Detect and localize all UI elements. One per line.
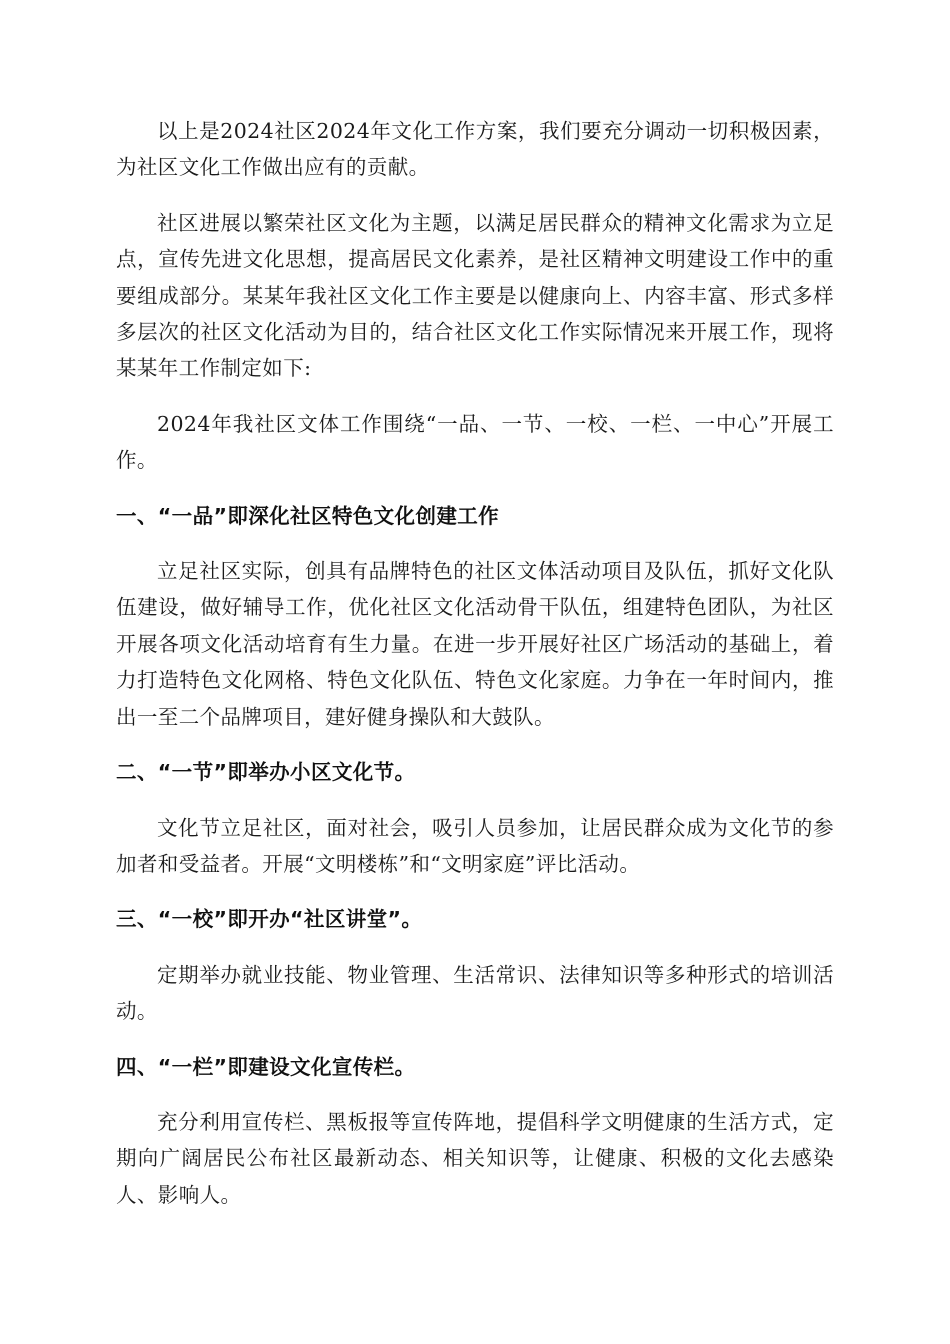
intro-paragraph-1: 以上是2024社区2024年文化工作方案，我们要充分调动一切积极因素，为社区文化工作做出应有的贡献。	[116, 119, 834, 180]
intro-paragraph-3: 2024年我社区文体工作围绕“一品、一节、一校、一栏、一中心”开展工作。	[116, 411, 834, 473]
section-body-4: 充分利用宣传栏、黑板报等宣传阵地，提倡科学文明健康的生活方式，定期向广阔居民公布社区最新动态、相关知识等，让健康、积极的文化去感染人、影响人。	[116, 1109, 834, 1207]
section-body-3: 定期举办就业技能、物业管理、生活常识、法律知识等多种形式的培训活动。	[116, 962, 834, 1024]
section-heading-3: 三、“一校”即开办“社区讲堂”。	[116, 907, 423, 932]
section-body-1: 立足社区实际，创具有品牌特色的社区文体活动项目及队伍，抓好文化队伍建设，做好辅导工作，优化社区文化活动骨干队伍，组建特色团队，为社区开展各项文化活动培育有生力量。在进一步开展好社区广场活动的基础上，着力打造特色文化网格、特色文化队伍、特色文化家庭。力争在一年时间内，推出一至二个品牌项目，建好健身操队和大鼓队。	[116, 559, 834, 729]
section-body-2: 文化节立足社区，面对社会，吸引人员参加，让居民群众成为文化节的参加者和受益者。开展“文明楼栋”和“文明家庭”评比活动。	[116, 815, 834, 876]
section-heading-2: 二、“一节”即举办小区文化节。	[116, 760, 416, 785]
section-heading-1: 一、“一品”即深化社区特色文化创建工作	[116, 503, 500, 528]
intro-paragraph-2: 社区进展以繁荣社区文化为主题，以满足居民群众的精神文化需求为立足点，宣传先进文化思想，提高居民文化素养，是社区精神文明建设工作中的重要组成部分。某某年我社区文化工作主要是以健康向上、内容丰富、形式多样多层次的社区文化活动为目的，结合社区文化工作实际情况来开展工作，现将某某年工作制定如下:	[116, 210, 834, 381]
document-page	[116, 113, 834, 1232]
section-heading-4: 四、“一栏”即建设文化宣传栏。	[116, 1054, 416, 1079]
